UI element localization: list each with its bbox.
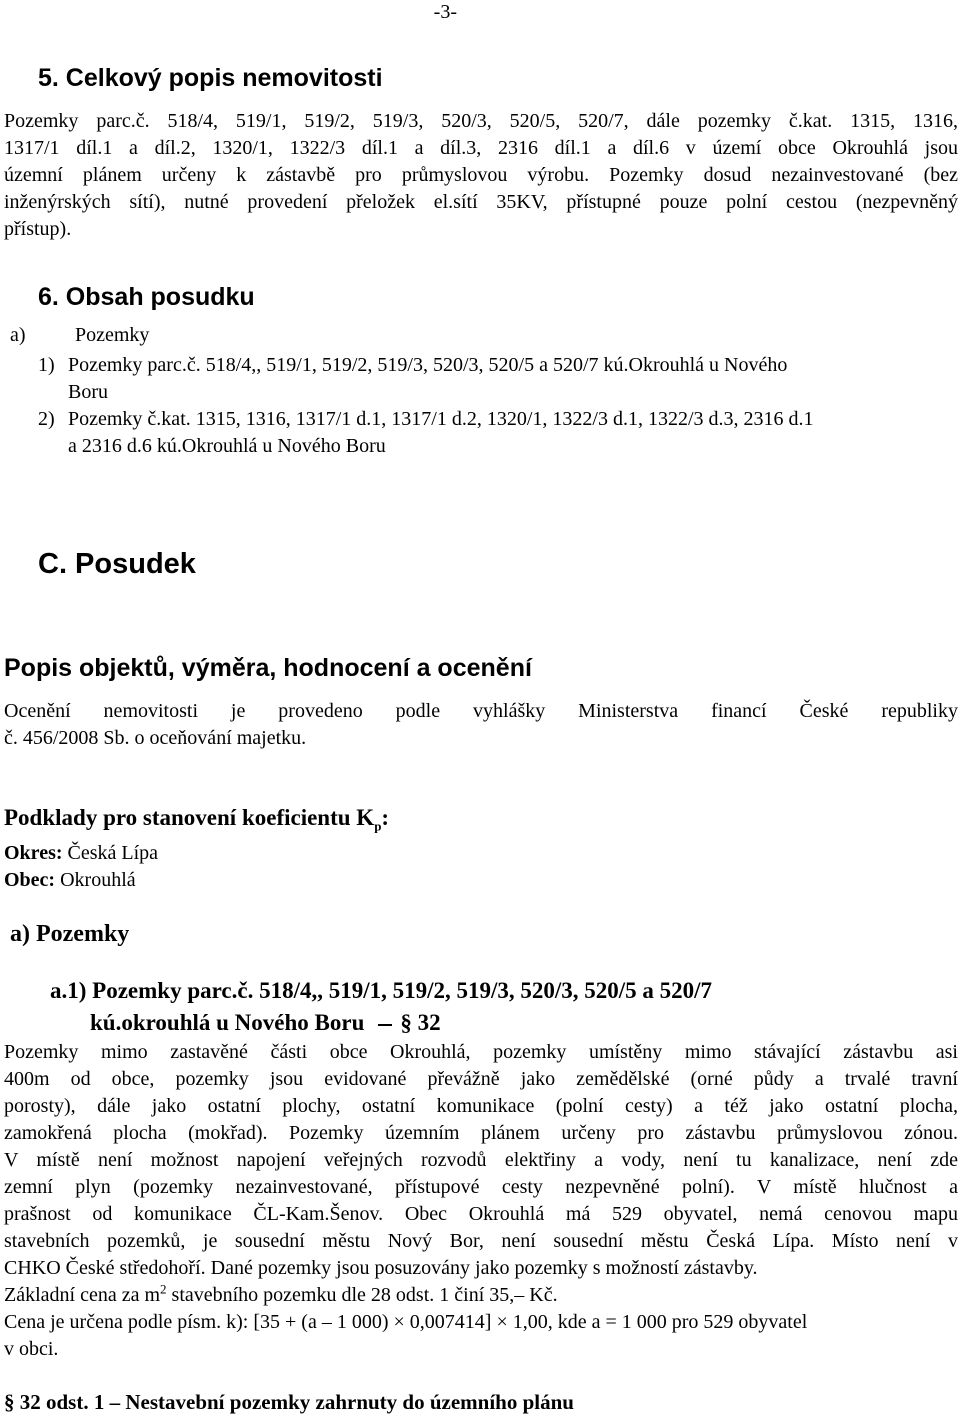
sub-item-text: Pozemky č.kat. 1315, 1316, 1317/1 d.1, 1317/1 d.2, 1320/1, 1322/3 d.1, 1322/3 d.3, 2316 d.1	[68, 408, 814, 430]
base-price-text: stavebního pozemku dle 28 odst. 1 činí 35,– Kč.	[166, 1284, 558, 1306]
base-price-superscript: 2	[160, 1281, 167, 1297]
formula-line: Cena je určena podle písm. k): [35 + (a – 1 000) × 0,007414] × 1,00, kde a = 1 000 pro 529 obyvatel	[4, 1311, 808, 1333]
section-5-heading: 5. Celkový popis nemovitosti	[38, 64, 383, 92]
paragraph-line: porosty), dále jako ostatní plochy, ostatní komunikace (polní cesty) a též jako ostatní plocha,	[4, 1095, 958, 1117]
paragraph-line: č. 456/2008 Sb. o oceňování majetku.	[4, 727, 307, 749]
a1-paragraph-ref: 32	[417, 1010, 441, 1035]
base-price-text: Základní cena za m	[4, 1284, 161, 1306]
podklady-heading-colon: :	[381, 805, 390, 830]
paragraph-line: V místě není možnost napojení veřejných rozvodů elektřiny a vody, není tu kanalizace, není zde	[4, 1149, 958, 1171]
item-label: a)	[10, 324, 26, 346]
okres-line	[4, 840, 958, 867]
sub-item-number: 1)	[38, 354, 55, 376]
paragraph-line: stavebních pozemků, je sousední městu Nový Bor, není sousední městu Česká Lípa. Místo není v	[4, 1230, 958, 1252]
sub-item-text: Boru	[68, 381, 108, 403]
paragraph-line: 1317/1 díl.1 a díl.2, 1320/1, 1322/3 díl.1 a díl.3, 2316 díl.1 a díl.6 v území obce Okrouhlá jsou	[4, 137, 958, 159]
formula-line: v obci.	[4, 1338, 59, 1360]
section-sign-icon: §	[400, 1010, 412, 1035]
paragraph-line: CHKO České středohoří. Dané pozemky jsou posuzovány jako pozemky s možností zástavby.	[4, 1257, 758, 1279]
okres-label: Okres:	[4, 842, 63, 864]
podklady-heading-subscript: p	[374, 818, 382, 834]
pozemky-description	[4, 1039, 958, 1363]
footer-heading-text: 32 odst. 1 – Nestavební pozemky zahrnuty do územního plánu	[19, 1390, 574, 1414]
a1-heading-line: a.1) Pozemky parc.č. 518/4,, 519/1, 519/2, 519/3, 520/3, 520/5 a 520/7	[50, 978, 713, 1003]
sub-item-text: a 2316 d.6 kú.Okrouhlá u Nového Boru	[68, 435, 386, 457]
contents-sub-item-1	[38, 352, 958, 406]
section-6-heading: 6. Obsah posudku	[38, 283, 255, 311]
footer-heading	[4, 1388, 574, 1416]
podklady-heading	[4, 803, 958, 833]
paragraph-line: prašnost od komunikace ČL-Kam.Šenov. Obec Okrouhlá má 529 obyvatel, nemá cenovou mapu	[4, 1203, 958, 1225]
contents-item-a	[10, 322, 149, 349]
okres-value: Česká Lípa	[62, 842, 159, 864]
paragraph-line: zamokřená plocha (mokřad). Pozemky územním plánem určeny pro zástavbu průmyslovou zónou.	[4, 1122, 958, 1144]
section-sign-icon: §	[4, 1390, 15, 1414]
paragraph-line: inženýrských sítí), nutné provedení přeložek el.sítí 35KV, přístupné pouze polní cestou (nezpevněný	[4, 191, 958, 213]
a1-heading-line: kú.okrouhlá u Nového Boru	[90, 1010, 365, 1035]
obec-label: Obec:	[4, 869, 56, 891]
section-c-heading: C. Posudek	[38, 548, 196, 580]
paragraph-line: 400m od obce, pozemky jsou evidované převážně jako zemědělské (orné půdy a trvalé travní	[4, 1068, 958, 1090]
contents-sub-item-2	[38, 406, 958, 460]
item-text: Pozemky	[75, 324, 150, 346]
paragraph-line: Pozemky mimo zastavěné části obce Okrouhlá, pozemky umístěny mimo stávající zástavbu asi	[4, 1041, 958, 1063]
pozemky-a1-heading	[50, 975, 950, 1039]
paragraph-line: Pozemky parc.č. 518/4, 519/1, 519/2, 519/3, 520/3, 520/5, 520/7, dále pozemky č.kat. 1315, 1316,	[4, 110, 958, 132]
popis-heading: Popis objektů, výměra, hodnocení a ocenění	[4, 654, 532, 682]
paragraph-line: Ocenění nemovitosti je provedeno podle vyhlášky Ministerstva financí České republiky	[4, 700, 958, 722]
pozemky-heading: a) Pozemky	[10, 921, 130, 947]
podklady-heading-text: Podklady pro stanovení koeficientu K	[4, 805, 375, 830]
section-5-paragraph	[4, 108, 958, 243]
paragraph-line: územní plánem určeny k zástavbě pro průmyslovou výrobu. Pozemky dosud nezainvestované (bez	[4, 164, 958, 186]
sub-item-number: 2)	[38, 408, 55, 430]
obec-line	[4, 867, 958, 894]
sub-item-text: Pozemky parc.č. 518/4,, 519/1, 519/2, 519/3, 520/3, 520/5 a 520/7 kú.Okrouhlá u Nového	[68, 354, 788, 376]
base-price-line	[4, 1282, 958, 1309]
popis-paragraph	[4, 698, 958, 752]
dash-mark	[378, 1024, 392, 1026]
paragraph-line: zemní plyn (pozemky nezainvestované, přístupové cesty nezpevněné polní). V místě hlučnost a	[4, 1176, 958, 1198]
paragraph-line: přístup).	[4, 218, 72, 240]
page-number: -3-	[433, 1, 457, 23]
obec-value: Okrouhlá	[55, 869, 136, 891]
